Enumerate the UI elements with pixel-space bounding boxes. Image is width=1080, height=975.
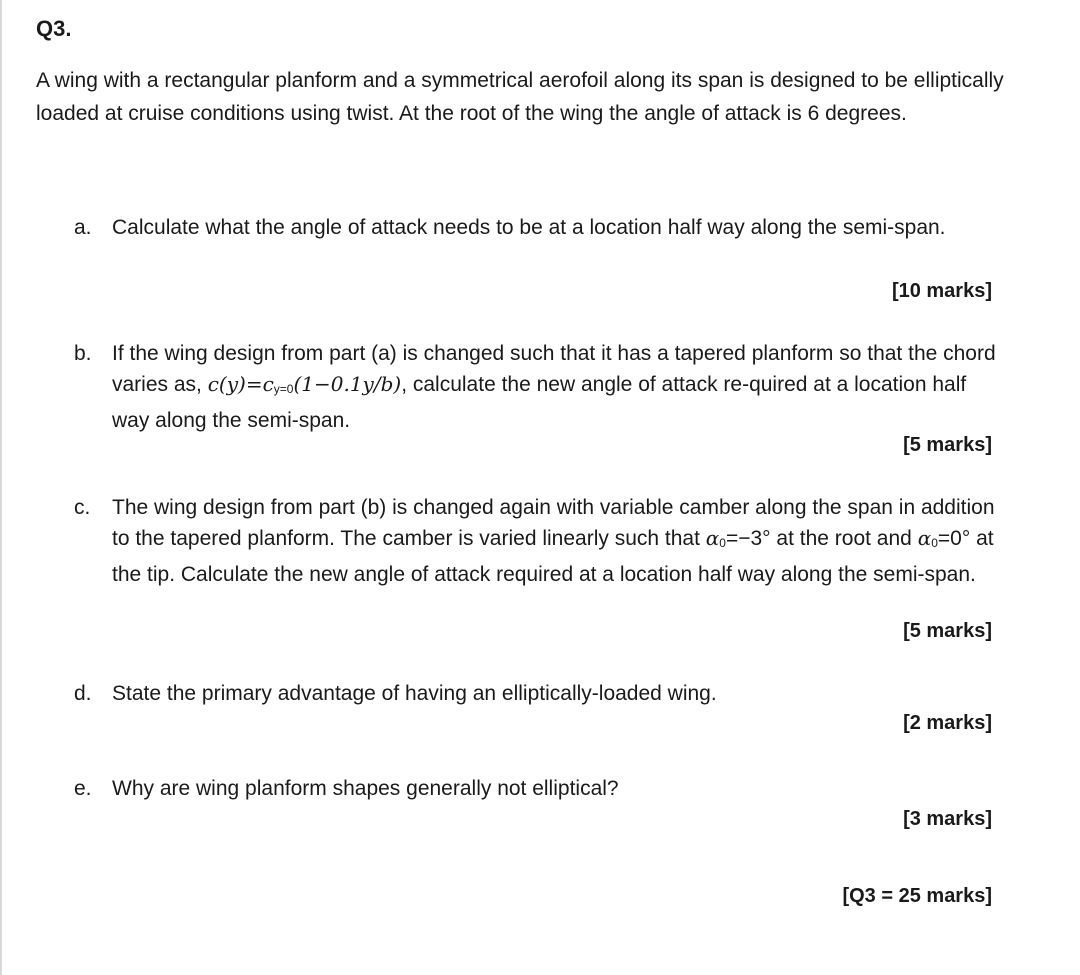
part-c-text-1: The wing design from part (b) is changed again with variable camber along the span in addition to the tapered planform. The camber is varied linearly such that <box>112 496 995 550</box>
chord-formula-eq: = <box>245 372 263 396</box>
chord-formula-rhs: (1−0.1y/b) <box>293 372 402 396</box>
part-c-letter: c. <box>74 496 91 519</box>
part-b-text <box>112 338 1002 436</box>
part-e <box>74 773 1004 804</box>
alpha-symbol-tip: α <box>917 526 932 550</box>
question-number: Q3. <box>36 16 72 41</box>
chord-formula-c: c <box>262 372 274 396</box>
part-d <box>74 678 1004 709</box>
question-intro: A wing with a rectangular planform and a symmetrical aerofoil along its span is designed to be elliptically loaded at cruise conditions using twist. At the root of the wing the angle of attack is 6 degrees. <box>36 69 1004 125</box>
part-d-text: State the primary advantage of having an elliptically-loaded wing. <box>112 682 717 705</box>
part-a-marks: [10 marks] <box>891 280 992 302</box>
part-c-text-2: at the root and <box>770 527 918 550</box>
part-e-letter: e. <box>74 777 92 800</box>
part-c-marks: [5 marks] <box>903 620 992 642</box>
alpha-sub-root: 0 <box>719 536 726 550</box>
part-b <box>74 338 1004 436</box>
alpha-tip-value: =0° <box>937 527 971 550</box>
part-e-marks: [3 marks] <box>903 808 992 830</box>
part-b-marks: [5 marks] <box>903 434 992 456</box>
part-c-text-3: at the tip. Calculate the new angle of attack required at a location half way along the semi-span. <box>112 527 994 586</box>
alpha-root-value: =−3° <box>725 527 771 550</box>
part-d-marks: [2 marks] <box>903 712 992 734</box>
part-c-text <box>112 492 1002 590</box>
question-total-marks: [Q3 = 25 marks] <box>842 885 992 907</box>
chord-formula-lhs: c(y) <box>207 372 246 396</box>
part-a-text: Calculate what the angle of attack needs to be at a location half way along the semi-span. <box>112 216 946 239</box>
chord-formula-sub: y=0 <box>273 382 294 396</box>
part-a <box>74 212 1004 243</box>
part-b-text-after: , calculate the new angle of attack re-quired at a location half way along the semi-span. <box>112 373 967 432</box>
alpha-symbol-root: α <box>705 526 720 550</box>
part-c <box>74 492 1004 590</box>
alpha-sub-tip: 0 <box>931 536 938 550</box>
part-e-text: Why are wing planform shapes generally not elliptical? <box>112 777 619 800</box>
part-d-letter: d. <box>74 682 92 705</box>
part-b-letter: b. <box>74 342 92 365</box>
part-a-letter: a. <box>74 216 92 239</box>
part-b-text-before: If the wing design from part (a) is changed such that it has a tapered planform so that the chord varies as, <box>112 342 996 396</box>
